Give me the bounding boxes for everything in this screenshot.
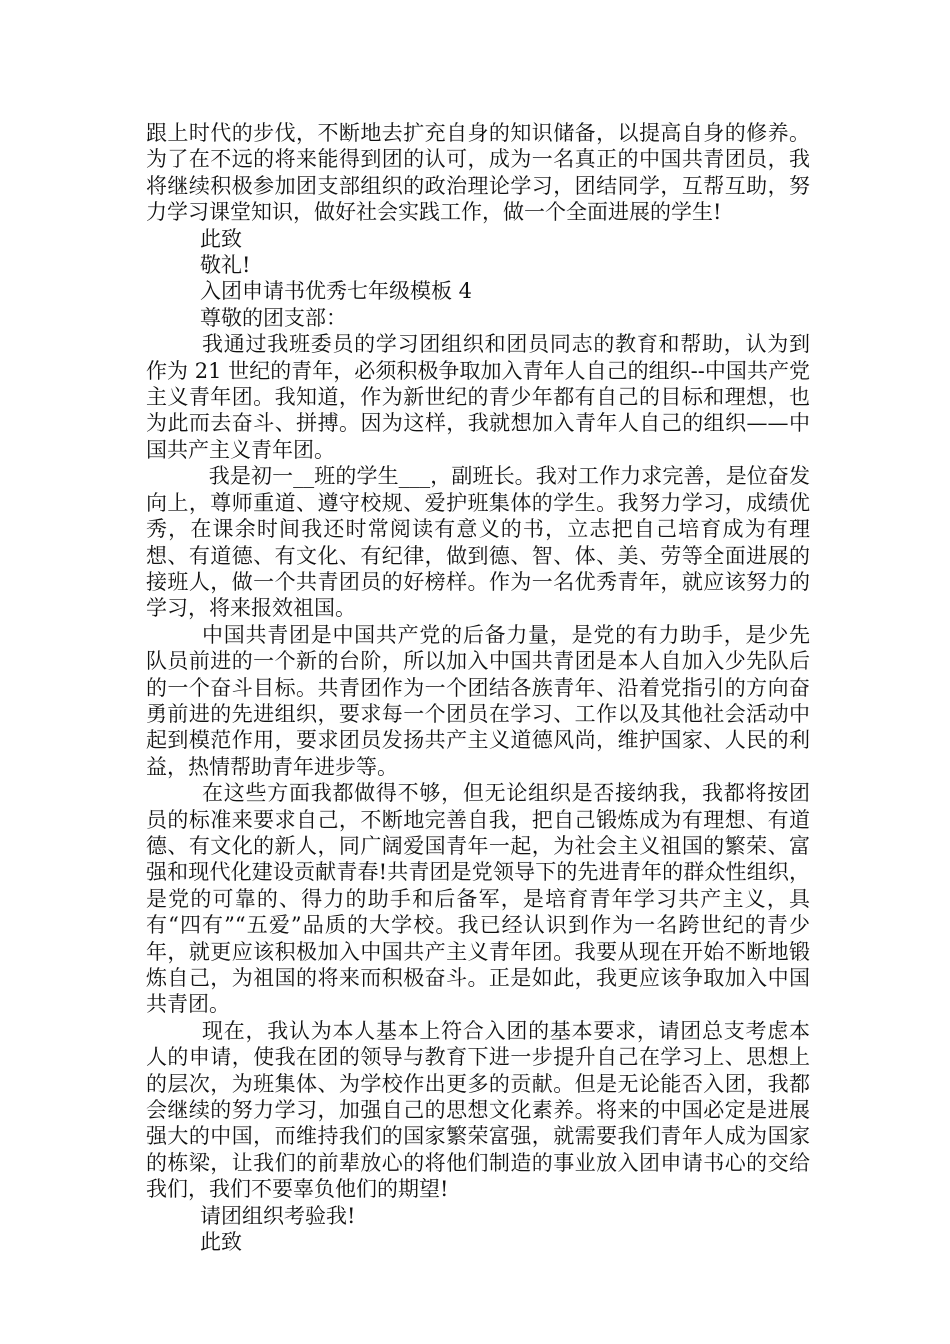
greeting: 尊敬的团支部： <box>200 305 347 330</box>
closing-regards: 敬礼! <box>200 253 251 278</box>
closing-request: 请团组织考验我! <box>200 1203 356 1228</box>
body-paragraph: 在这些方面我都做得不够，但无论组织是否接纳我，我都将按团员的标准来要求自己，不断地完善自我，把自己锻炼成为有理想、有道德、有文化的新人，同广阔爱国青年一起，为社会主义祖国的繁荣、富强和现代化建设贡献青春!共青团是党领导下的先进青年的群众性组织，是党的可靠的、得力的助手和后备军，是培育青年学习共产主义，具有“四有”“五爱”品质的大学校。我已经认识到作为一名跨世纪的青少年，就更应该积极加入中国共产主义青年团。我要从现在开始不断地锻炼自己，为祖国的将来而积极奋斗。正是如此，我更应该争取加入中国共青团。 <box>146 781 810 1017</box>
body-paragraph: 中国共青团是中国共产党的后备力量，是党的有力助手，是少先队员前进的一个新的台阶，所以加入中国共青团是本人自加入少先队后的一个奋斗目标。共青团作为一个团结各族青年、沿着党指引的方向奋勇前进的先进组织，要求每一个团员在学习、工作以及其他社会活动中起到模范作用，要求团员发扬共产主义道德风尚，维护国家、人民的利益，热情帮助青年进步等。 <box>146 622 810 779</box>
body-paragraph: 现在，我认为本人基本上符合入团的基本要求，请团总支考虑本人的申请，使我在团的领导与教育下进一步提升自己在学习上、思想上的层次，为班集体、为学校作出更多的贡献。但是无论能否入团，我都会继续的努力学习，加强自己的思想文化素养。将来的中国必定是进展强大的中国，而维持我们的国家繁荣富强，就需要我们青年人成为国家的栋梁，让我们的前辈放心的将他们制造的事业放入团申请书心的交给我们，我们不要辜负他们的期望! <box>146 1018 810 1202</box>
paragraph-continuation: 跟上时代的步伐，不断地去扩充自身的知识储备，以提高自身的修养。为了在不远的将来能得到团的认可，成为一名真正的中国共青团员，我将继续积极参加团支部组织的政治理论学习，团结同学，互帮互助，努力学习课堂知识，做好社会实践工作，做一个全面进展的学生! <box>146 121 810 225</box>
section-title: 入团申请书优秀七年级模板 4 <box>200 279 473 304</box>
body-paragraph: 我是初一__班的学生___，副班长。我对工作力求完善，是位奋发向上，尊师重道、遵守校规、爱护班集体的学生。我努力学习，成绩优秀，在课余时间我还时常阅读有意义的书，立志把自己培育成为有理想、有道德、有文化、有纪律，做到德、智、体、美、劳等全面进展的接班人，做一个共青团员的好榜样。作为一名优秀青年，就应该努力的学习，将来报效祖国。 <box>146 464 810 621</box>
body-paragraph: 我通过我班委员的学习团组织和团员同志的教育和帮助，认为到作为 21 世纪的青年，必须积极争取加入青年人自己的组织--中国共产党主义青年团。我知道，作为新世纪的青少年都有自己的目标和理想，也为此而去奋斗、拼搏。因为这样，我就想加入青年人自己的组织——中国共产主义青年团。 <box>146 332 810 462</box>
closing-salutation: 此致 <box>200 226 242 251</box>
document-page <box>146 120 810 1255</box>
closing-salutation: 此致 <box>200 1230 242 1255</box>
